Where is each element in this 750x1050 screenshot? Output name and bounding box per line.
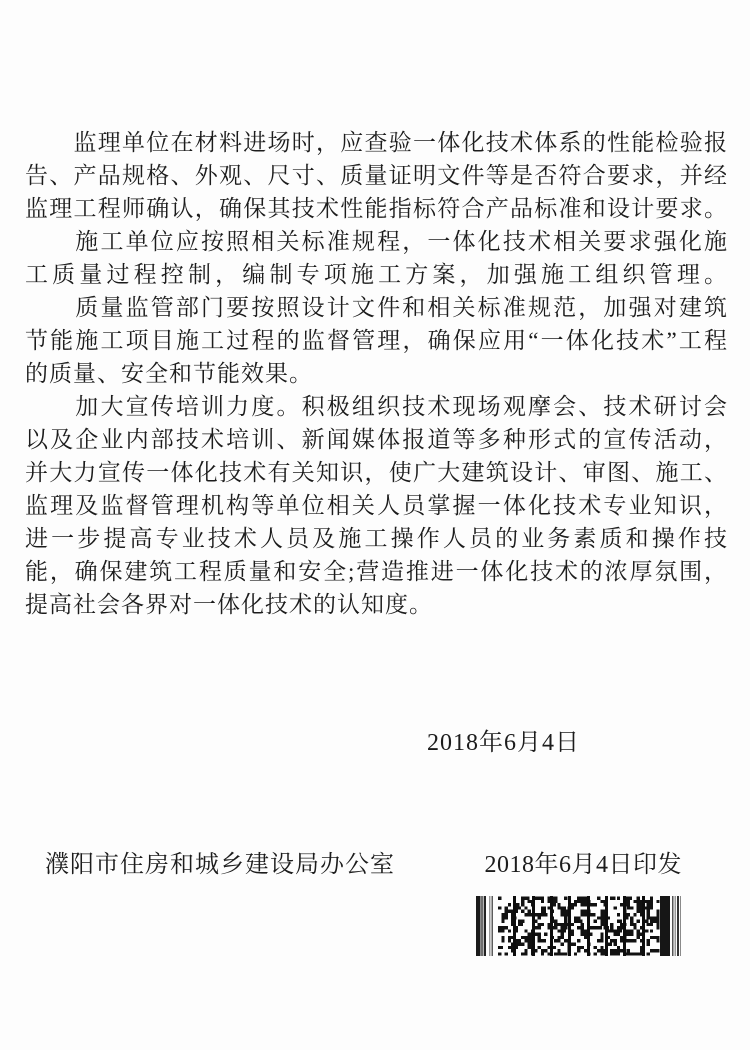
text-line: 告、产品规格、外观、尺寸、质量证明文件等是否符合要求，并经: [25, 163, 727, 188]
document-body: [25, 126, 727, 621]
text-line: 进一步提高专业技术人员及施工操作人员的业务素质和操作技: [25, 526, 727, 551]
paragraph: [25, 126, 727, 225]
barcode-image: [476, 896, 681, 956]
text-line: 施工单位应按照相关标准规程，一体化技术相关要求强化施: [25, 229, 727, 254]
text-line: 监理单位在材料进场时，应查验一体化技术体系的性能检验报: [25, 130, 727, 155]
text-line: 工质量过程控制，编制专项施工方案，加强施工组织管理。: [25, 262, 727, 287]
text-line: 的质量、安全和节能效果。: [25, 361, 313, 386]
text-line: 监理工程师确认，确保其技术性能指标符合产品标准和设计要求。: [25, 196, 727, 221]
footer-issuer-name: 濮阳市住房和城乡建设局办公室: [45, 852, 395, 878]
text-line: 提高社会各界对一体化技术的认知度。: [25, 592, 433, 617]
text-line: 质量监管部门要按照设计文件和相关标准规范，加强对建筑: [25, 295, 727, 320]
text-line: 监理及监督管理机构等单位相关人员掌握一体化技术专业知识，: [25, 493, 727, 518]
text-line: 节能施工项目施工过程的监督管理，确保应用“一体化技术”工程: [25, 328, 727, 353]
text-line: 加大宣传培训力度。积极组织技术现场观摩会、技术研讨会: [25, 394, 727, 419]
text-line: 能，确保建筑工程质量和安全;营造推进一体化技术的浓厚氛围，: [25, 559, 727, 584]
footer: [45, 849, 682, 882]
paragraph: [25, 225, 727, 291]
paragraph: [25, 291, 727, 390]
footer-print-date: 2018年6月4日印发: [484, 852, 682, 878]
text-line: 并大力宣传一体化技术有关知识，使广大建筑设计、审图、施工、: [25, 460, 727, 485]
signature-date: 2018年6月4日: [427, 730, 580, 756]
paragraph: [25, 390, 727, 621]
text-line: 以及企业内部技术培训、新闻媒体报道等多种形式的宣传活动，: [25, 427, 727, 452]
